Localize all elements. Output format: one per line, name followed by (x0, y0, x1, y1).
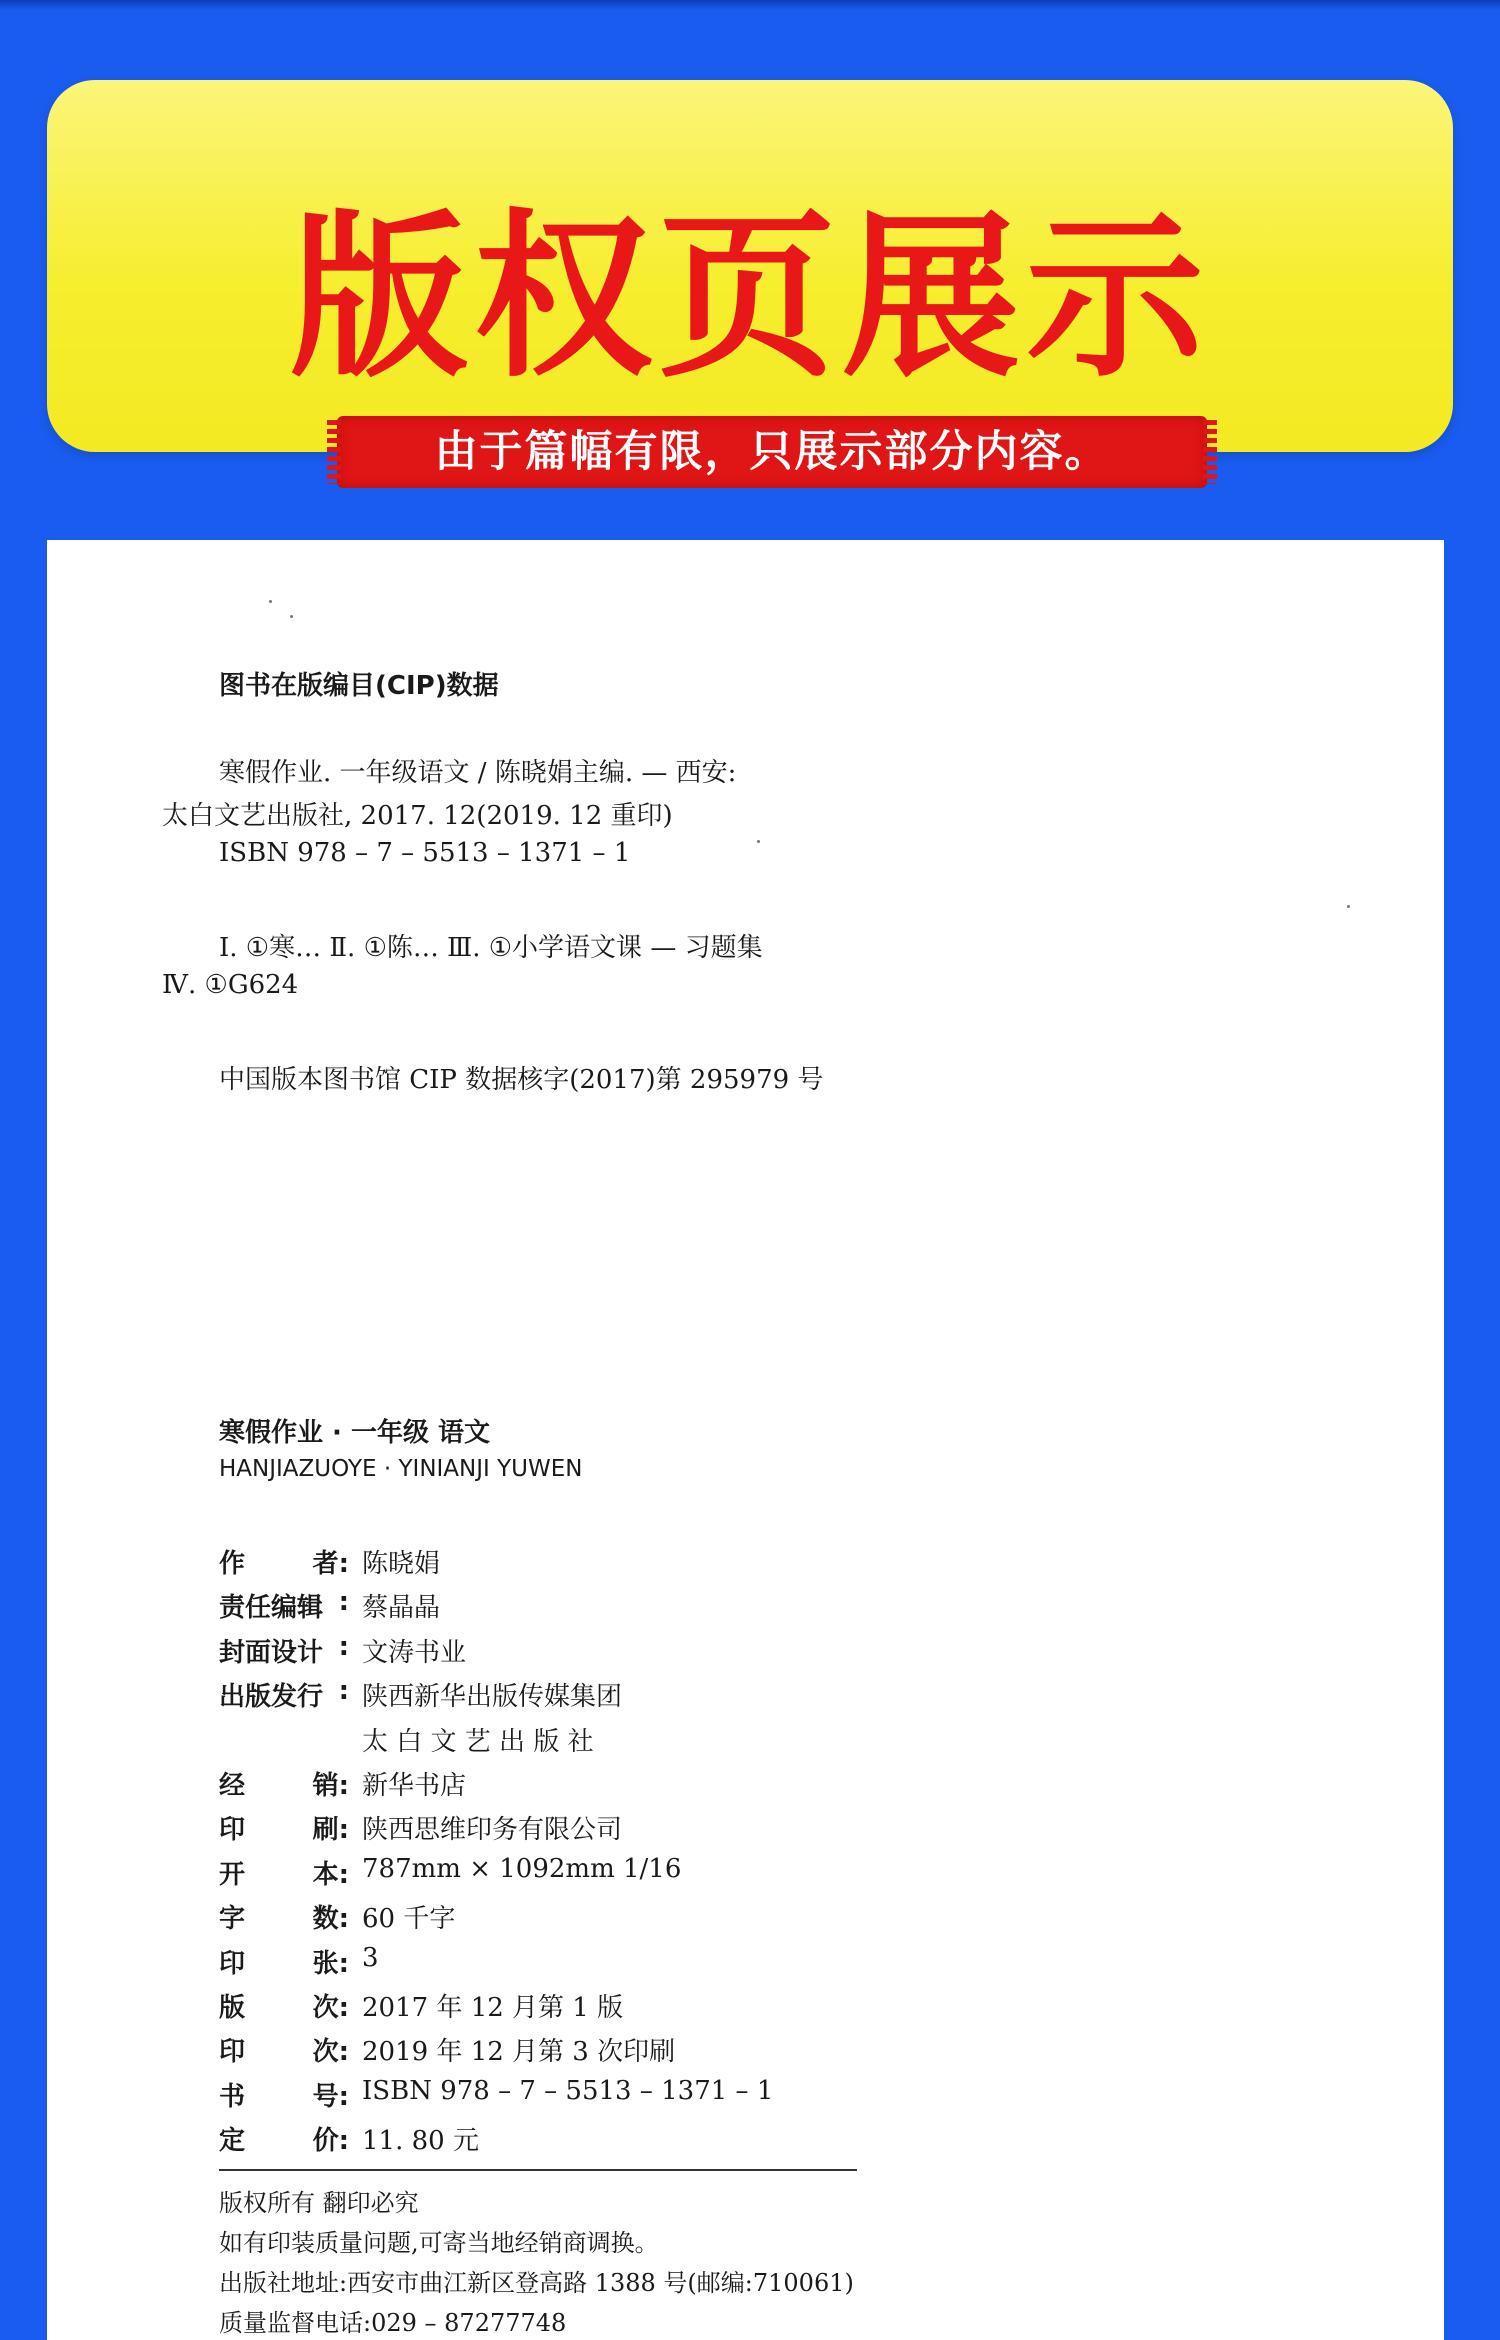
banner-title: 版权页展示 (290, 194, 1210, 401)
detail-label-suffix: 本: (312, 1860, 349, 1890)
detail-label-text: 印 (219, 2037, 246, 2067)
detail-label-suffix: 号: (312, 2082, 349, 2112)
speck (269, 600, 272, 603)
cip-classification: Ⅳ. ①G624 (162, 970, 299, 1000)
cip-record-number: 中国版本图书馆 CIP 数据核字(2017)第 295979 号 (219, 1065, 824, 1095)
banner-subtitle-strip (337, 416, 1207, 488)
detail-label-text: 封面设计 (219, 1638, 324, 1668)
detail-label-text: 作 (219, 1549, 246, 1579)
detail-label-text: 开 (219, 1860, 246, 1890)
detail-label (219, 1809, 349, 1846)
detail-value: 3 (362, 1943, 379, 1973)
banner-subtitle: 由于篇幅有限，只展示部分内容。 (434, 427, 1110, 477)
detail-value: 陕西思维印务有限公司 (362, 1815, 623, 1845)
cip-line: 寒假作业. 一年级语文 / 陈晓娟主编. — 西安: (219, 758, 737, 788)
detail-label-text: 责任编辑 (219, 1593, 324, 1623)
detail-label-suffix: 价: (312, 2126, 349, 2156)
detail-label (219, 1632, 349, 1669)
detail-label (219, 2120, 349, 2157)
cip-line: 太白文艺出版社, 2017. 12(2019. 12 重印) (162, 801, 673, 831)
rights-notice: 版权所有 翻印必究 (219, 2189, 419, 2217)
detail-label-text: 定 (219, 2126, 246, 2156)
detail-label (219, 2076, 349, 2113)
copyright-page (47, 540, 1444, 2340)
quality-phone: 质量监督电话:029 – 87277748 (219, 2309, 567, 2337)
detail-value: 新华书店 (362, 1771, 467, 1801)
detail-label (219, 1676, 349, 1713)
detail-value: ISBN 978 – 7 – 5513 – 1371 – 1 (362, 2076, 774, 2106)
detail-label (219, 1543, 349, 1580)
detail-label-suffix: 数: (312, 1904, 349, 1934)
book-title-pinyin: HANJIAZUOYE · YINIANJI YUWEN (219, 1456, 583, 1482)
detail-value: 陈晓娟 (362, 1549, 441, 1579)
detail-value: 2019 年 12 月第 3 次印刷 (362, 2037, 676, 2067)
detail-label (219, 1854, 349, 1891)
detail-label-suffix: : (338, 1676, 349, 1706)
speck (757, 840, 760, 843)
detail-label-suffix: 次: (312, 1993, 349, 2023)
detail-label (219, 2031, 349, 2068)
quality-note: 如有印装质量问题,可寄当地经销商调换。 (219, 2229, 659, 2257)
detail-label-text: 出版发行 (219, 1682, 324, 1712)
detail-value: 太 白 文 艺 出 版 社 (362, 1727, 594, 1757)
detail-label-suffix: : (338, 1587, 349, 1617)
detail-value: 60 千字 (362, 1904, 456, 1934)
detail-label-text: 字 (219, 1904, 246, 1934)
detail-label-text: 印 (219, 1949, 246, 1979)
detail-value: 11. 80 元 (362, 2126, 479, 2156)
detail-label-suffix: 销: (312, 1771, 349, 1801)
speck (290, 615, 293, 618)
detail-label-suffix: 次: (312, 2037, 349, 2067)
detail-label-suffix: 张: (312, 1949, 349, 1979)
detail-value: 787mm × 1092mm 1/16 (362, 1854, 682, 1884)
detail-value: 陕西新华出版传媒集团 (362, 1682, 623, 1712)
cip-isbn: ISBN 978 – 7 – 5513 – 1371 – 1 (219, 838, 631, 868)
divider (219, 2169, 857, 2171)
detail-value: 文涛书业 (362, 1638, 467, 1668)
detail-label-suffix: 刷: (312, 1815, 349, 1845)
detail-label-text: 经 (219, 1771, 246, 1801)
detail-label-text: 印 (219, 1815, 246, 1845)
detail-label (219, 1898, 349, 1935)
detail-label-suffix: 者: (312, 1549, 349, 1579)
cip-classification: Ⅰ. ①寒… Ⅱ. ①陈… Ⅲ. ①小学语文课 — 习题集 (219, 933, 763, 963)
top-shadow (0, 0, 1500, 10)
detail-label-suffix: : (338, 1632, 349, 1662)
detail-label (219, 1943, 349, 1980)
detail-label-text: 版 (219, 1993, 246, 2023)
publisher-address: 出版社地址:西安市曲江新区登高路 1388 号(邮编:710061) (219, 2269, 854, 2297)
detail-label (219, 1987, 349, 2024)
detail-label-text: 书 (219, 2082, 246, 2112)
header-banner (47, 80, 1453, 477)
cip-heading: 图书在版编目(CIP)数据 (219, 671, 499, 701)
detail-label (219, 1765, 349, 1802)
speck (1347, 905, 1350, 908)
detail-label (219, 1587, 349, 1624)
book-title: 寒假作业 · 一年级 语文 (219, 1418, 491, 1448)
detail-value: 2017 年 12 月第 1 版 (362, 1993, 624, 2023)
detail-value: 蔡晶晶 (362, 1593, 441, 1623)
